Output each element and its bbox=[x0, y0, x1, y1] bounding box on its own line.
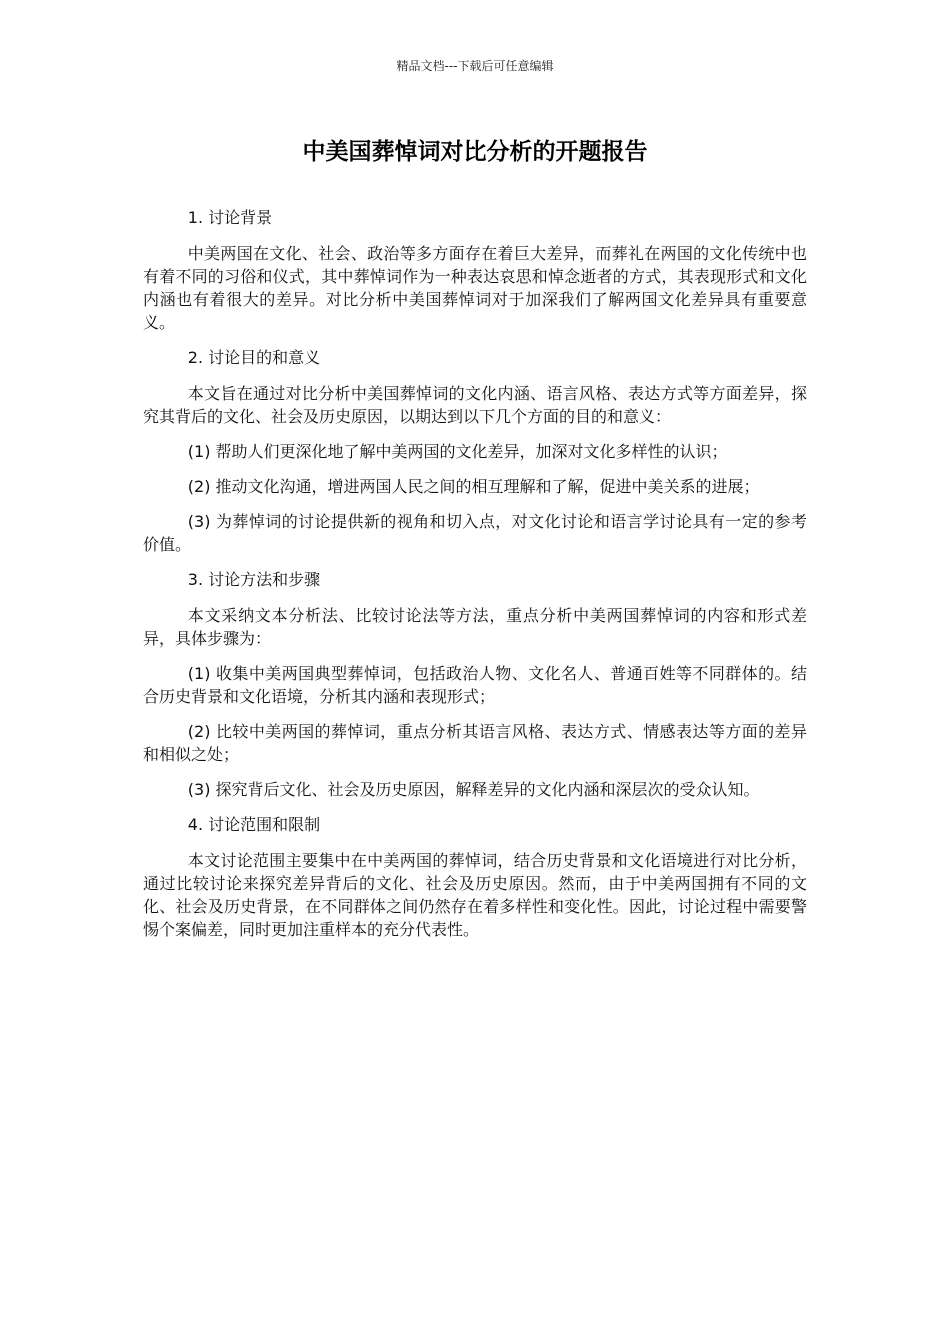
paragraph: 本文旨在通过对比分析中美国葬悼词的文化内涵、语言风格、表达方式等方面差异，探究其背后的文化、社会及历史原因，以期达到以下几个方面的目的和意义： bbox=[143, 384, 807, 426]
list-item: (3) 探究背后文化、社会及历史原因，解释差异的文化内涵和深层次的受众认知。 bbox=[187, 780, 760, 799]
list-item: (1) 收集中美两国典型葬悼词，包括政治人物、文化名人、普通百姓等不同群体的。结合历史背景和文化语境，分析其内涵和表现形式； bbox=[143, 664, 807, 706]
section-heading: 2. 讨论目的和意义 bbox=[187, 348, 321, 367]
page-header-note: 精品文档---下载后可任意编辑 bbox=[396, 59, 554, 73]
list-item: (1) 帮助人们更深化地了解中美两国的文化差异，加深对文化多样性的认识； bbox=[187, 442, 728, 461]
list-item: (2) 推动文化沟通，增进两国人民之间的相互理解和了解，促进中美关系的进展； bbox=[187, 477, 760, 496]
section-heading: 3. 讨论方法和步骤 bbox=[187, 570, 321, 589]
document-body bbox=[143, 206, 807, 953]
section-heading: 1. 讨论背景 bbox=[187, 208, 273, 227]
section-heading: 4. 讨论范围和限制 bbox=[187, 815, 321, 834]
paragraph: 本文讨论范围主要集中在中美两国的葬悼词，结合历史背景和文化语境进行对比分析，通过比较讨论来探究差异背后的文化、社会及历史原因。然而，由于中美两国拥有不同的文化、社会及历史背景，在不同群体之间仍然存在着多样性和变化性。因此，讨论过程中需要警惕个案偏差，同时更加注重样本的充分代表性。 bbox=[143, 851, 807, 939]
list-item: (3) 为葬悼词的讨论提供新的视角和切入点，对文化讨论和语言学讨论具有一定的参考价值。 bbox=[143, 512, 807, 554]
document-title: 中美国葬悼词对比分析的开题报告 bbox=[302, 139, 648, 165]
paragraph: 中美两国在文化、社会、政治等多方面存在着巨大差异，而葬礼在两国的文化传统中也有着不同的习俗和仪式，其中葬悼词作为一种表达哀思和悼念逝者的方式，其表现形式和文化内涵也有着很大的差异。对比分析中美国葬悼词对于加深我们了解两国文化差异具有重要意义。 bbox=[143, 244, 807, 332]
list-item: (2) 比较中美两国的葬悼词，重点分析其语言风格、表达方式、情感表达等方面的差异和相似之处； bbox=[143, 722, 807, 764]
paragraph: 本文采纳文本分析法、比较讨论法等方法，重点分析中美两国葬悼词的内容和形式差异，具体步骤为： bbox=[143, 606, 807, 648]
